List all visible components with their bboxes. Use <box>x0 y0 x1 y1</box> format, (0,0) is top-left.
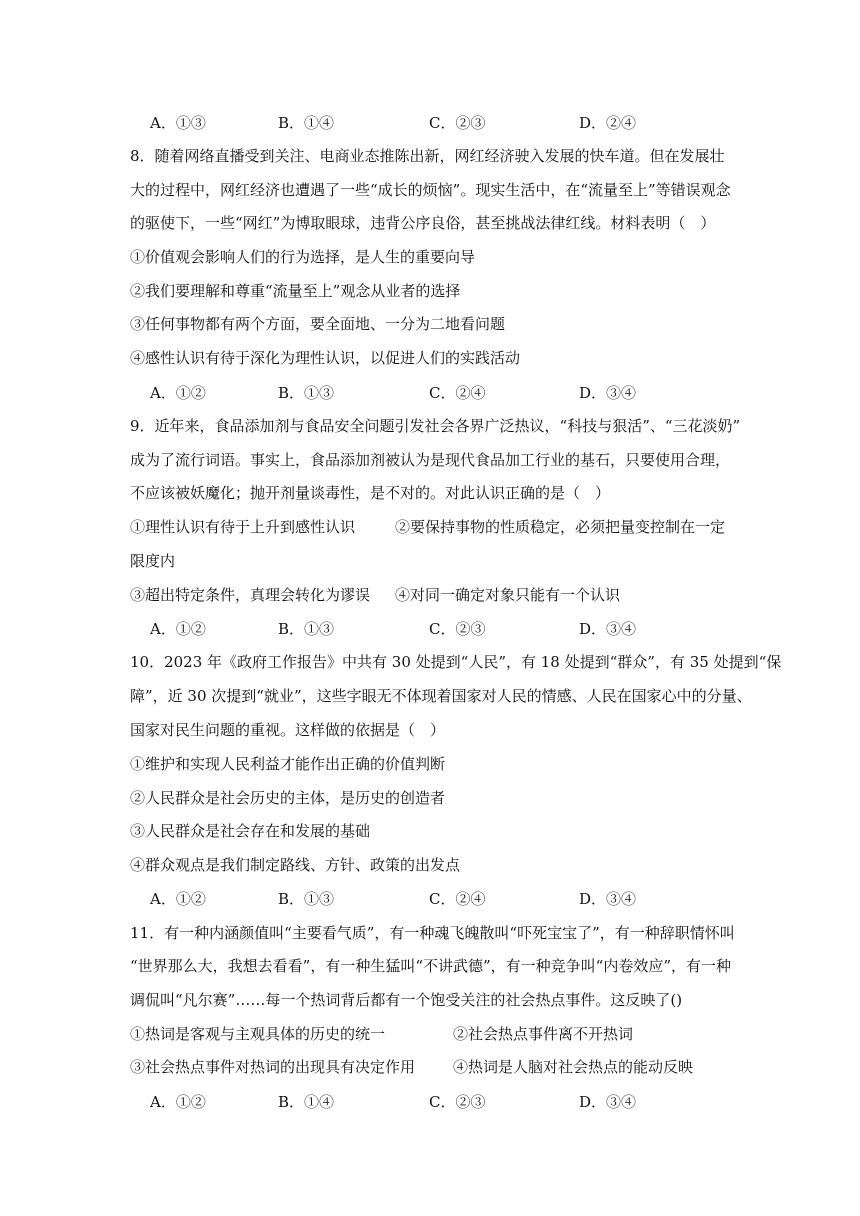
q10-stem-line-2: 障”，近 30 次提到“就业”，这些字眼无不体现着国家对人民的情感、人民在国家心中的分量、 <box>130 687 752 705</box>
q11-option-c: C．②③ <box>429 1093 486 1111</box>
q11-statement-4: ④热词是人脑对社会热点的能动反映 <box>453 1058 694 1076</box>
q9-statement-2-continued: 限度内 <box>130 552 176 570</box>
q9-statement-3: ③超出特定条件，真理会转化为谬误 <box>130 586 371 604</box>
q9-stem-line-2: 成为了流行词语。事实上，食品添加剂被认为是现代食品加工行业的基石，只要使用合理， <box>130 451 731 469</box>
q10-option-c: C．②④ <box>429 890 486 908</box>
q8-statement-3: ③任何事物都有两个方面，要全面地、一分为二地看问题 <box>130 315 506 333</box>
q11-stem-line-3: 调侃叫“凡尔赛”……每一个热词背后都有一个饱受关注的社会热点事件。这反映了() <box>130 991 683 1009</box>
q9-option-a: A．①② <box>150 620 206 638</box>
q8-statement-4: ④感性认识有待于深化为理性认识，以促进人们的实践活动 <box>130 349 521 367</box>
q11-options <box>150 1092 710 1112</box>
q11-stem-line-1: 11．有一种内涵颜值叫“主要看气质”，有一种魂飞魄散叫“吓死宝宝了”，有一种辞职情怀叫 <box>130 924 735 942</box>
q8-option-d: D．③④ <box>579 384 637 402</box>
q11-statement-1: ①热词是客观与主观具体的历史的统一 <box>130 1025 386 1043</box>
q9-stem-line-3: 不应该被妖魔化；抛开剂量谈毒性，是不对的。对此认识正确的是（ ） <box>130 484 611 502</box>
q11-option-d: D．③④ <box>579 1093 637 1111</box>
q9-statement-1: ①理性认识有待于上升到感性认识 <box>130 518 356 536</box>
q10-statement-3: ③人民群众是社会存在和发展的基础 <box>130 822 371 840</box>
q8-stem-line-1: 8．随着网络直播受到关注、电商业态推陈出新，网红经济驶入发展的快车道。但在发展壮 <box>130 147 725 165</box>
q11-statement-3: ③社会热点事件对热词的出现具有决定作用 <box>130 1058 416 1076</box>
q7-option-b: B．①④ <box>278 114 335 132</box>
q8-statement-2: ②我们要理解和尊重“流量至上”观念从业者的选择 <box>130 282 461 300</box>
q9-option-b: B．①③ <box>278 620 335 638</box>
q10-stem-line-3: 国家对民生问题的重视。这样做的依据是（ ） <box>130 721 446 739</box>
q10-statement-4: ④群众观点是我们制定路线、方针、政策的出发点 <box>130 856 461 874</box>
q9-statement-2: ②要保持事物的性质稳定，必须把量变控制在一定 <box>395 518 726 536</box>
q10-statement-2: ②人民群众是社会历史的主体，是历史的创造者 <box>130 789 446 807</box>
q10-option-b: B．①③ <box>278 890 335 908</box>
q10-statement-1: ①维护和实现人民利益才能作出正确的价值判断 <box>130 755 446 773</box>
q10-stem-line-1: 10．2023 年《政府工作报告》中共有 30 处提到“人民”，有 18 处提到“群众”，有 35 处提到“保 <box>130 653 782 671</box>
q8-option-c: C．②④ <box>429 384 486 402</box>
q8-options <box>150 383 710 403</box>
q9-option-c: C．②③ <box>429 620 486 638</box>
q7-option-a: A．①③ <box>150 114 206 132</box>
q10-option-d: D．③④ <box>579 890 637 908</box>
q9-stem-line-1: 9．近年来，食品添加剂与食品安全问题引发社会各界广泛热议，“科技与狠活”、“三花淡奶” <box>130 417 741 435</box>
q8-stem-line-3: 的驱使下，一些“网红”为博取眼球，违背公序良俗，甚至挑战法律红线。材料表明（ ） <box>130 214 716 232</box>
q7-option-d: D．②④ <box>579 114 637 132</box>
q8-option-b: B．①③ <box>278 384 335 402</box>
q9-option-d: D．③④ <box>579 620 637 638</box>
q7-options <box>150 113 710 133</box>
q10-options <box>150 889 710 909</box>
q11-option-a: A．①② <box>150 1093 206 1111</box>
q11-option-b: B．①④ <box>278 1093 335 1111</box>
q9-options <box>150 619 710 639</box>
q9-statement-4: ④对同一确定对象只能有一个认识 <box>395 586 621 604</box>
q8-option-a: A．①② <box>150 384 206 402</box>
q10-option-a: A．①② <box>150 890 206 908</box>
q8-stem-line-2: 大的过程中，网红经济也遭遇了一些“成长的烦恼”。现实生活中，在“流量至上”等错误观念 <box>130 181 731 199</box>
q11-statement-2: ②社会热点事件离不开热词 <box>453 1025 634 1043</box>
q11-stem-line-2: “世界那么大，我想去看看”，有一种生猛叫“不讲武德”，有一种竞争叫“内卷效应”，有一种 <box>130 957 732 975</box>
q8-statement-1: ①价值观会影响人们的行为选择，是人生的重要向导 <box>130 248 476 266</box>
q7-option-c: C．②③ <box>429 114 486 132</box>
